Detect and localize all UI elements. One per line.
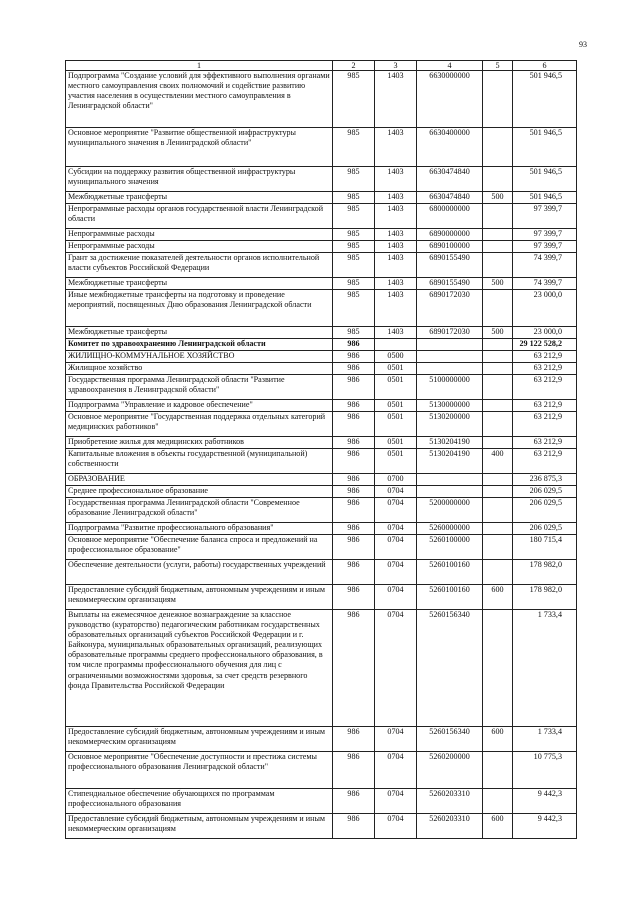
row-name-cell: Субсидии на поддержку развития общественной инфраструктуры муниципального значения (66, 167, 333, 192)
table-row (66, 290, 577, 327)
row-section-cell: 0501 (375, 400, 417, 412)
row-section-cell: 0704 (375, 789, 417, 814)
row-section-cell: 0500 (375, 351, 417, 363)
row-section-cell: 0704 (375, 498, 417, 523)
row-gr-cell: 986 (333, 375, 375, 400)
row-gr-cell: 985 (333, 327, 375, 339)
row-gr-cell: 986 (333, 363, 375, 375)
row-name-cell: Непрограммные расходы (66, 241, 333, 253)
row-expense-cell (483, 339, 513, 351)
row-target-cell (417, 351, 483, 363)
row-sum-cell: 63 212,9 (513, 351, 577, 363)
row-target-cell: 5260100160 (417, 585, 483, 610)
row-gr-cell: 985 (333, 278, 375, 290)
row-target-cell: 6890155490 (417, 253, 483, 278)
row-sum-cell: 63 212,9 (513, 437, 577, 449)
row-name-cell: Среднее профессиональное образование (66, 486, 333, 498)
table-row (66, 229, 577, 241)
row-gr-cell: 986 (333, 814, 375, 839)
row-section-cell: 0704 (375, 560, 417, 585)
table-row (66, 167, 577, 192)
row-name-cell: Основное мероприятие "Обеспечение доступности и престижа системы профессионального образования Ленинградской области" (66, 752, 333, 789)
table-row (66, 437, 577, 449)
row-sum-cell: 1 733,4 (513, 610, 577, 727)
row-name-cell: Межбюджетные трансферты (66, 192, 333, 204)
row-name-cell: Капитальные вложения в объекты государственной (муниципальной) собственности (66, 449, 333, 474)
row-target-cell: 5130000000 (417, 400, 483, 412)
row-expense-cell (483, 498, 513, 523)
row-gr-cell: 986 (333, 535, 375, 560)
table-row (66, 71, 577, 128)
page-number: 93 (579, 40, 587, 49)
row-target-cell: 6800000000 (417, 204, 483, 229)
row-section-cell: 1403 (375, 327, 417, 339)
row-sum-cell: 501 946,5 (513, 128, 577, 167)
row-sum-cell: 74 399,7 (513, 253, 577, 278)
table-row (66, 400, 577, 412)
row-name-cell: Обеспечение деятельности (услуги, работы) государственных учреждений (66, 560, 333, 585)
table-row (66, 752, 577, 789)
row-gr-cell: 986 (333, 498, 375, 523)
header-cell-expense: 5 (483, 61, 513, 71)
row-name-cell: Основное мероприятие "Обеспечение баланса спроса и предложений на профессиональное образование" (66, 535, 333, 560)
row-sum-cell: 501 946,5 (513, 71, 577, 128)
row-name-cell: ЖИЛИЩНО-КОММУНАЛЬНОЕ ХОЗЯЙСТВО (66, 351, 333, 363)
table-row (66, 327, 577, 339)
row-expense-cell (483, 523, 513, 535)
row-target-cell (417, 339, 483, 351)
row-section-cell: 0704 (375, 752, 417, 789)
row-expense-cell (483, 363, 513, 375)
row-section-cell: 1403 (375, 71, 417, 128)
table-row (66, 363, 577, 375)
row-section-cell: 0704 (375, 727, 417, 752)
table-row (66, 789, 577, 814)
row-target-cell (417, 363, 483, 375)
row-sum-cell: 97 399,7 (513, 229, 577, 241)
table-row (66, 253, 577, 278)
row-target-cell: 6630400000 (417, 128, 483, 167)
row-gr-cell: 985 (333, 192, 375, 204)
row-expense-cell (483, 128, 513, 167)
table-row (66, 610, 577, 727)
row-section-cell: 1403 (375, 290, 417, 327)
row-name-cell: Стипендиальное обеспечение обучающихся по программам профессионального образования (66, 789, 333, 814)
row-section-cell: 0501 (375, 449, 417, 474)
row-sum-cell: 63 212,9 (513, 363, 577, 375)
row-target-cell: 6890000000 (417, 229, 483, 241)
row-name-cell: Основное мероприятие "Государственная поддержка отдельных категорий медицинских работников" (66, 412, 333, 437)
row-target-cell: 5260100000 (417, 535, 483, 560)
row-section-cell: 1403 (375, 253, 417, 278)
row-sum-cell: 178 982,0 (513, 560, 577, 585)
row-expense-cell (483, 752, 513, 789)
table-row (66, 535, 577, 560)
row-sum-cell: 501 946,5 (513, 167, 577, 192)
row-sum-cell: 63 212,9 (513, 412, 577, 437)
row-gr-cell: 986 (333, 727, 375, 752)
table-row (66, 585, 577, 610)
row-section-cell: 0704 (375, 535, 417, 560)
row-gr-cell: 985 (333, 167, 375, 192)
row-expense-cell (483, 610, 513, 727)
row-gr-cell: 985 (333, 71, 375, 128)
row-gr-cell: 986 (333, 412, 375, 437)
row-gr-cell: 985 (333, 241, 375, 253)
row-target-cell (417, 486, 483, 498)
row-sum-cell: 206 029,5 (513, 523, 577, 535)
row-section-cell: 1403 (375, 167, 417, 192)
row-expense-cell (483, 253, 513, 278)
table-row (66, 375, 577, 400)
row-sum-cell: 23 000,0 (513, 290, 577, 327)
row-expense-cell (483, 486, 513, 498)
row-gr-cell: 985 (333, 128, 375, 167)
row-name-cell: Грант за достижение показателей деятельности органов исполнительной власти субъектов Российской Федерации (66, 253, 333, 278)
header-cell-target: 4 (417, 61, 483, 71)
row-target-cell (417, 474, 483, 486)
row-section-cell: 0704 (375, 523, 417, 535)
row-expense-cell (483, 535, 513, 560)
row-gr-cell: 986 (333, 351, 375, 363)
row-sum-cell: 9 442,3 (513, 789, 577, 814)
table-row (66, 192, 577, 204)
row-target-cell: 6630000000 (417, 71, 483, 128)
row-sum-cell: 1 733,4 (513, 727, 577, 752)
row-target-cell: 5260000000 (417, 523, 483, 535)
row-expense-cell (483, 229, 513, 241)
row-name-cell: Подпрограмма "Управление и кадровое обеспечение" (66, 400, 333, 412)
table-row (66, 486, 577, 498)
row-gr-cell: 986 (333, 400, 375, 412)
row-name-cell: Межбюджетные трансферты (66, 278, 333, 290)
row-sum-cell: 10 775,3 (513, 752, 577, 789)
row-section-cell: 1403 (375, 229, 417, 241)
row-sum-cell: 9 442,3 (513, 814, 577, 839)
table-row (66, 498, 577, 523)
row-sum-cell: 63 212,9 (513, 400, 577, 412)
row-expense-cell (483, 204, 513, 229)
row-expense-cell: 400 (483, 449, 513, 474)
row-target-cell: 5260100160 (417, 560, 483, 585)
row-sum-cell: 236 875,3 (513, 474, 577, 486)
row-section-cell: 1403 (375, 241, 417, 253)
row-expense-cell (483, 290, 513, 327)
row-name-cell: Предоставление субсидий бюджетным, автономным учреждениям и иным некоммерческим организациям (66, 727, 333, 752)
row-gr-cell: 986 (333, 789, 375, 814)
row-target-cell: 6630474840 (417, 167, 483, 192)
row-name-cell: Подпрограмма "Развитие профессионального образования" (66, 523, 333, 535)
row-sum-cell: 501 946,5 (513, 192, 577, 204)
row-expense-cell: 600 (483, 814, 513, 839)
row-section-cell: 0700 (375, 474, 417, 486)
row-target-cell: 5130204190 (417, 449, 483, 474)
row-section-cell: 0501 (375, 412, 417, 437)
row-expense-cell (483, 400, 513, 412)
row-name-cell: Подпрограмма "Создание условий для эффективного выполнения органами местного самоуправления своих полномочий и содействие развитию участия населения в осуществлении местного самоуправления в Ленинградской области" (66, 71, 333, 128)
table-row (66, 204, 577, 229)
row-expense-cell (483, 71, 513, 128)
row-name-cell: Непрограммные расходы органов государственной власти Ленинградской области (66, 204, 333, 229)
row-expense-cell (483, 789, 513, 814)
row-expense-cell (483, 437, 513, 449)
row-target-cell: 5130204190 (417, 437, 483, 449)
row-gr-cell: 985 (333, 229, 375, 241)
row-name-cell: Предоставление субсидий бюджетным, автономным учреждениям и иным некоммерческим организациям (66, 814, 333, 839)
row-section-cell: 0704 (375, 814, 417, 839)
header-cell-gr: 2 (333, 61, 375, 71)
row-section-cell: 1403 (375, 278, 417, 290)
row-target-cell: 6890172030 (417, 327, 483, 339)
row-sum-cell: 74 399,7 (513, 278, 577, 290)
row-gr-cell: 986 (333, 752, 375, 789)
row-gr-cell: 985 (333, 204, 375, 229)
row-section-cell: 1403 (375, 192, 417, 204)
row-expense-cell: 600 (483, 727, 513, 752)
row-target-cell: 5200000000 (417, 498, 483, 523)
table-row (66, 412, 577, 437)
budget-table (65, 60, 577, 839)
row-target-cell: 5260203310 (417, 789, 483, 814)
header-cell-section: 3 (375, 61, 417, 71)
table-row (66, 128, 577, 167)
table-header-row (66, 61, 577, 71)
row-name-cell: Выплаты на ежемесячное денежное вознаграждение за классное руководство (кураторство) педагогическим работникам государственных образовательных организаций субъектов Российской Федерации и г. Байконура, муниципальных образовательных организаций, реализующих образовательные программы среднего профессионального образования, в том числе программы профессионального обучения для лиц с ограниченными возможностями здоровья, за счет средств резервного фонда Правительства Российской Федерации (66, 610, 333, 727)
row-gr-cell: 986 (333, 486, 375, 498)
row-name-cell: Приобретение жилья для медицинских работников (66, 437, 333, 449)
row-target-cell: 5260156340 (417, 727, 483, 752)
row-sum-cell: 206 029,5 (513, 486, 577, 498)
row-name-cell: Непрограммные расходы (66, 229, 333, 241)
row-gr-cell: 986 (333, 560, 375, 585)
row-target-cell: 5130200000 (417, 412, 483, 437)
table-row (66, 339, 577, 351)
row-expense-cell (483, 474, 513, 486)
row-gr-cell: 986 (333, 474, 375, 486)
row-name-cell: Комитет по здравоохранению Ленинградской области (66, 339, 333, 351)
row-section-cell: 0501 (375, 375, 417, 400)
row-expense-cell (483, 241, 513, 253)
table-row (66, 241, 577, 253)
row-expense-cell: 600 (483, 585, 513, 610)
table-row (66, 474, 577, 486)
row-gr-cell: 986 (333, 449, 375, 474)
row-name-cell: Межбюджетные трансферты (66, 327, 333, 339)
row-name-cell: Государственная программа Ленинградской области "Развитие здравоохранения в Ленинградской области" (66, 375, 333, 400)
row-target-cell: 6630474840 (417, 192, 483, 204)
row-target-cell: 5260156340 (417, 610, 483, 727)
row-expense-cell (483, 375, 513, 400)
row-expense-cell: 500 (483, 327, 513, 339)
table-row (66, 523, 577, 535)
row-gr-cell: 986 (333, 585, 375, 610)
row-sum-cell: 178 982,0 (513, 585, 577, 610)
row-expense-cell (483, 167, 513, 192)
row-sum-cell: 180 715,4 (513, 535, 577, 560)
row-target-cell: 5260200000 (417, 752, 483, 789)
table-row (66, 351, 577, 363)
row-section-cell: 0501 (375, 437, 417, 449)
row-target-cell: 6890172030 (417, 290, 483, 327)
row-gr-cell: 985 (333, 253, 375, 278)
row-gr-cell: 986 (333, 437, 375, 449)
table-row (66, 449, 577, 474)
row-name-cell: Иные межбюджетные трансферты на подготовку и проведение мероприятий, посвященных Дню образования Ленинградской области (66, 290, 333, 327)
row-section-cell: 0704 (375, 610, 417, 727)
table-row (66, 278, 577, 290)
row-section-cell: 1403 (375, 204, 417, 229)
row-section-cell: 1403 (375, 128, 417, 167)
row-expense-cell (483, 351, 513, 363)
row-sum-cell: 63 212,9 (513, 449, 577, 474)
row-name-cell: Государственная программа Ленинградской области "Современное образование Ленинградской области" (66, 498, 333, 523)
row-sum-cell: 97 399,7 (513, 241, 577, 253)
row-sum-cell: 97 399,7 (513, 204, 577, 229)
row-sum-cell: 29 122 528,2 (513, 339, 577, 351)
row-section-cell (375, 339, 417, 351)
row-expense-cell: 500 (483, 192, 513, 204)
row-expense-cell (483, 412, 513, 437)
row-name-cell: ОБРАЗОВАНИЕ (66, 474, 333, 486)
row-sum-cell: 63 212,9 (513, 375, 577, 400)
row-gr-cell: 986 (333, 339, 375, 351)
header-cell-sum: 6 (513, 61, 577, 71)
row-sum-cell: 206 029,5 (513, 498, 577, 523)
row-target-cell: 6890155490 (417, 278, 483, 290)
row-target-cell: 5100000000 (417, 375, 483, 400)
row-gr-cell: 985 (333, 290, 375, 327)
row-name-cell: Предоставление субсидий бюджетным, автономным учреждениям и иным некоммерческим организациям (66, 585, 333, 610)
table-row (66, 727, 577, 752)
row-section-cell: 0704 (375, 585, 417, 610)
row-expense-cell (483, 560, 513, 585)
row-name-cell: Жилищное хозяйство (66, 363, 333, 375)
row-expense-cell: 500 (483, 278, 513, 290)
row-target-cell: 6890100000 (417, 241, 483, 253)
row-name-cell: Основное мероприятие "Развитие общественной инфраструктуры муниципального значения в Ленинградской области" (66, 128, 333, 167)
row-gr-cell: 986 (333, 610, 375, 727)
row-sum-cell: 23 000,0 (513, 327, 577, 339)
header-cell-name: 1 (66, 61, 333, 71)
table-row (66, 560, 577, 585)
row-section-cell: 0501 (375, 363, 417, 375)
table-row (66, 814, 577, 839)
row-gr-cell: 986 (333, 523, 375, 535)
row-section-cell: 0704 (375, 486, 417, 498)
row-target-cell: 5260203310 (417, 814, 483, 839)
